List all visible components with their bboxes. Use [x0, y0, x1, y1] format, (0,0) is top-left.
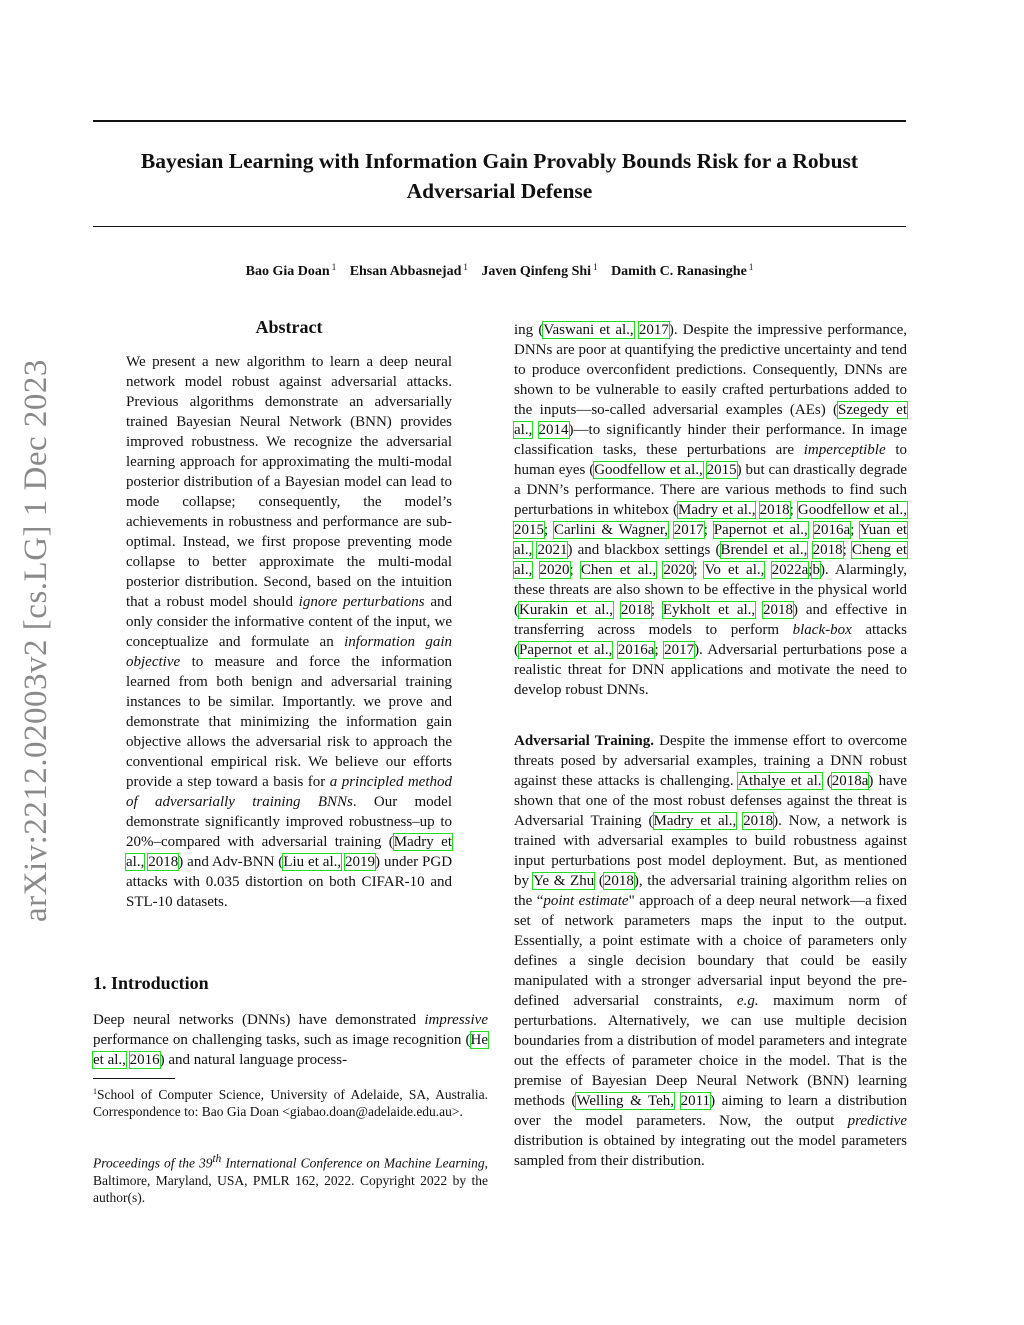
- citation-link[interactable]: Chen et al.,: [580, 562, 657, 578]
- abstract-text: ) under PGD attacks with 0.035 distortion on both CIFAR-10 and STL-10 datasets.: [126, 854, 453, 910]
- body-emphasis: e.g.: [736, 993, 759, 1009]
- citation-link[interactable]: Cheng et al.,: [514, 542, 908, 578]
- author: [611, 264, 753, 279]
- abstract-text: We present a new algorithm to learn a deep neural network model robust against adversarial attacks. Previous algorithms demonstrate an adversarially trained Bayesian Neural Network (BNN) provides improved robustness. We recognize the adversarial learning approach for approximating the multi-modal posterior distribution of a Bayesian model can lead to mode collapse; consequently, the model’s achievements in robustness and performance are sub-optimal. Instead, we first propose preventing mode collapse to better approximate the multi-modal posterior distribution. Second, based on the intuition that a robust model should: [126, 354, 452, 610]
- citation-year-link[interactable]: 2018: [763, 602, 794, 618]
- citation-link[interactable]: Yuan et al.,: [514, 522, 908, 558]
- abstract-body: [126, 352, 452, 912]
- body-text: ) aiming to learn a distribution over the model parameters. Now, the output: [514, 1093, 907, 1129]
- paper-title: [93, 146, 906, 206]
- citation-link[interactable]: Madry et al.,: [678, 502, 756, 518]
- proceedings-venue: Proceedings of the 39: [93, 1155, 213, 1171]
- proceedings-note: [93, 1151, 488, 1206]
- author: [350, 264, 468, 279]
- abstract-emphasis: ignore perturbations: [298, 594, 425, 610]
- body-emphasis: impressive: [424, 1012, 488, 1028]
- citation-link[interactable]: Vo et al.,: [704, 562, 765, 578]
- citation-year-link[interactable]: 2015: [706, 462, 737, 478]
- author-affiliation: 1: [748, 262, 754, 272]
- citation-year-link[interactable]: 2017: [664, 642, 695, 658]
- abstract-text: and only consider the informative content of the input, we conceptualize and formulate an: [126, 594, 452, 650]
- author-name: Ehsan Abbasnejad: [349, 264, 462, 279]
- body-text: to human eyes (: [514, 442, 907, 478]
- body-text: ing (: [514, 322, 544, 338]
- footnote-text: School of Computer Science, University of Adelaide, SA, Australia. Correspondence to: Bao Gia Doan <giabao.doan@adelaide.edu.au>.: [93, 1087, 488, 1119]
- author-name: Bao Gia Doan: [245, 264, 330, 279]
- citation-link[interactable]: He et al.,: [93, 1032, 488, 1068]
- title-line-2: Adversarial Defense: [406, 179, 593, 203]
- citation-link[interactable]: Carlini & Wagner,: [553, 522, 668, 538]
- citation-link[interactable]: Madry et al.,: [653, 813, 737, 829]
- body-text: performance on challenging tasks, such as image recognition (: [93, 1032, 471, 1048]
- body-text: ) and blackbox settings (: [567, 542, 721, 558]
- citation-link[interactable]: Goodfellow et al.,: [594, 462, 703, 478]
- abstract-text: to measure and force the information learned from both benign and adversarial training instances to be similar. Importantly. we prove and demonstrate that minimizing the information gain objective allows the adversarial risk to approach the conventional empirical risk. We believe our efforts provide a step toward a basis for: [126, 654, 452, 790]
- citation-year-link[interactable]: 2018: [620, 602, 651, 618]
- body-text: Despite the immense effort to overcome threats posed by adversarial examples, training a DNN robust against these attacks is challenging.: [514, 733, 907, 789]
- citation-link[interactable]: Brendel et al.,: [720, 542, 808, 558]
- citation-link[interactable]: Welling & Teh,: [576, 1093, 675, 1109]
- citation-year-link[interactable]: 2020: [539, 562, 570, 578]
- abstract-emphasis: information gain objective: [126, 634, 452, 670]
- citation-year-link[interactable]: 2021: [537, 542, 568, 558]
- citation-year-link[interactable]: 2018: [148, 854, 179, 870]
- citation-year-link[interactable]: 2016a: [617, 642, 655, 658]
- body-text: " approach of a deep neural network—a fixed set of network parameters maps the input to the output. Essentially, a point estimate with a choice of parameters only defines a single decision boundary that could be easily manipulated with a stronger adversarial input beyond the pre-defined adversarial constraints,: [514, 893, 907, 1009]
- affiliation-footnote: [93, 1083, 488, 1120]
- citation-year-link[interactable]: 2018: [743, 813, 774, 829]
- paragraph-heading: Adversarial Training.: [514, 733, 655, 749]
- abstract-text: ) and Adv-BNN (: [178, 854, 284, 870]
- author-name: Damith C. Ranasinghe: [611, 264, 747, 279]
- author-affiliation: 1: [593, 262, 598, 272]
- introduction-paragraph: [93, 1010, 488, 1070]
- citation-link[interactable]: Liu et al.,: [283, 854, 342, 870]
- citation-year-link[interactable]: 2018: [812, 542, 843, 558]
- body-text: ). Now, a network is trained with adversarial examples to build robustness against input perturbations post model deployment. But, as mentioned by: [514, 813, 907, 889]
- citation-link[interactable]: Papernot et al.,: [713, 522, 808, 538]
- citation-year-link[interactable]: 2016a: [813, 522, 851, 538]
- section-heading-introduction: 1. Introduction: [93, 973, 209, 993]
- body-text: ). Despite the impressive performance, DNNs are poor at quantifying the predictive uncertainty and tend to produce overconfident predictions. Consequently, DNNs are shown to be vulnerable to easily crafted perturbations added to the inputs—so-called adversarial examples (AEs) (: [514, 322, 907, 418]
- citation-link[interactable]: Ye & Zhu: [533, 873, 595, 889]
- citation-link[interactable]: Athalye et al.: [738, 773, 822, 789]
- author-affiliation: 1: [463, 262, 468, 272]
- citation-year-link[interactable]: b: [812, 562, 820, 578]
- body-text: ). Alarmingly, these threats are also shown to be effective in the physical world (: [514, 562, 907, 618]
- citation-year-link[interactable]: 2014: [538, 422, 569, 438]
- citation-link[interactable]: Vaswani et al.,: [543, 322, 634, 338]
- proceedings-text: , Baltimore, Maryland, USA, PMLR 162, 2022. Copyright 2022 by the author(s).: [93, 1155, 488, 1205]
- body-emphasis: predictive: [847, 1113, 907, 1129]
- body-text: ) but can drastically degrade a DNN’s performance. There are various methods to find such perturbations in whitebox (: [514, 462, 908, 518]
- body-text: attacks (: [514, 622, 907, 658]
- title-bottom-rule: [93, 226, 906, 227]
- citation-link[interactable]: Madry et al.,: [126, 834, 452, 870]
- body-text: maximum norm of perturbations. Alternatively, we can use multiple decision boundaries from a distribution of model parameters and integrate out the effects of parameter choice in the model. That is the premise of Bayesian Deep Neural Network (BNN) learning methods (: [514, 993, 907, 1109]
- body-text: have shown that one of the most robust defenses against the threat is Adversarial Training (: [514, 773, 907, 829]
- citation-year-link[interactable]: 2019: [345, 854, 376, 870]
- citation-year-link[interactable]: 2011: [680, 1093, 711, 1109]
- body-text: distribution is obtained by integrating out the model parameters sampled from their distribution.: [514, 1133, 907, 1169]
- introduction-paragraph-continued: ing (Vaswani et al., 2017). Despite the impressive performance, DNNs are poor at quantifying the predictive uncertainty and tend to produce overconfident predictions. Consequently, DNNs are shown to be vulnerable to easily crafted perturbations added to the inputs—so-called adversarial examples (AEs) (Szegedy et al., 2014)—to significantly hinder their performance. In image classification tasks, these perturbations are imperceptible to human eyes (Goodfellow et al., 2015) but can drastically degrade a DNN’s performance. There are various methods to find such perturbations in whitebox (Madry et al., 2018; Goodfellow et al., 2015; Carlini & Wagner, 2017; Papernot et al., 2016a; Yuan et al., 2021) and blackbox settings (Brendel et al., 2018; Cheng et al., 2020; Chen et al., 2020; Vo et al., 2022a;b). Alarmingly, these threats are also shown to be effective in the physical world (Kurakin et al., 2018; Eykholt et al., 2018) and effective in transferring across models to perform black-box attacks (Papernot et al., 2016a; 2017). Adversarial perturbations pose a realistic threat for DNN applications and motivate the need to develop robust DNNs.: [514, 322, 908, 698]
- author: [246, 264, 337, 279]
- proceedings-venue: International Conference on Machine Learning: [221, 1155, 485, 1171]
- body-emphasis: black-box: [792, 622, 852, 638]
- body-text: ). Adversarial perturbations pose a realistic threat for DNN applications and motivate the need to develop robust DNNs.: [514, 642, 907, 698]
- body-text: )—to significantly hinder their performance. In image classification tasks, these perturbations are: [514, 422, 907, 458]
- footnote-rule: [93, 1078, 175, 1079]
- citation-year-link[interactable]: 2015: [514, 522, 544, 538]
- body-text: ), the adversarial training algorithm relies on the “: [514, 873, 908, 909]
- abstract-text: . Our model demonstrate significantly improved robustness–up to 20%–compared with adversarial training (: [126, 794, 452, 850]
- abstract-heading: Abstract: [255, 317, 323, 337]
- citation-year-link[interactable]: 2022a: [771, 562, 809, 578]
- citation-link[interactable]: Eykholt et al.,: [662, 602, 756, 618]
- citation-link[interactable]: Kurakin et al.,: [519, 602, 613, 618]
- citation-link[interactable]: Papernot et al.,: [519, 642, 613, 658]
- body-text: ) and effective in transferring across models to perform: [514, 602, 908, 638]
- author-affiliation: 1: [331, 262, 337, 272]
- body-text: Deep neural networks (DNNs) have demonstrated: [93, 1012, 425, 1028]
- citation-link[interactable]: Goodfellow et al.,: [797, 502, 907, 518]
- citation-year-link[interactable]: 2016: [129, 1052, 160, 1068]
- citation-year-link[interactable]: 2018: [603, 873, 634, 889]
- footnote-mark: 1: [93, 1087, 97, 1096]
- body-emphasis: imperceptible: [803, 442, 886, 458]
- abstract-emphasis: a principled method of adversarially training BNNs: [126, 774, 452, 810]
- citation-year-link[interactable]: 2018a: [831, 773, 869, 789]
- author-list: [93, 262, 906, 280]
- citation-year-link[interactable]: 2020: [663, 562, 694, 578]
- author-name: Javen Qinfeng Shi: [481, 264, 592, 279]
- adversarial-training-paragraph: Adversarial Training. Despite the immense effort to overcome threats posed by adversarial examples, training a DNN robust against these attacks is challenging. Athalye et al. (2018a) have shown that one of the most robust defenses against the threat is Adversarial Training (Madry et al., 2018). Now, a network is trained with adversarial examples to build robustness against input perturbations post model deployment. But, as mentioned by Ye & Zhu (2018), the adversarial training algorithm relies on the “point estimate" approach of a deep neural network—a fixed set of network parameters maps the input to the output. Essentially, a point estimate with a choice of parameters only defines a single decision boundary that could be easily manipulated with a stronger adversarial input beyond the pre-defined adversarial constraints, e.g. maximum norm of perturbations. Alternatively, we can use multiple decision boundaries from a distribution of model parameters and integrate out the effects of parameter choice in the model. That is the premise of Bayesian Deep Neural Network (BNN) learning methods (Welling & Teh, 2011) aiming to learn a distribution over the model parameters. Now, the output predictive distribution is obtained by integrating out the model parameters sampled from their distribution.: [514, 733, 908, 1169]
- body-emphasis: point estimate: [543, 893, 629, 909]
- arxiv-identifier-stamp: arXiv:2212.02003v2 [cs.LG] 1 Dec 2023: [18, 359, 54, 922]
- citation-link[interactable]: Szegedy et al.,: [514, 402, 907, 438]
- citation-year-link[interactable]: 2017: [638, 322, 669, 338]
- title-top-rule: [93, 120, 906, 122]
- author: [481, 264, 597, 279]
- proceedings-ordinal: th: [212, 1153, 222, 1165]
- citation-year-link[interactable]: 2017: [673, 522, 704, 538]
- body-text: ) and natural language process-: [159, 1052, 348, 1068]
- title-line-1: Bayesian Learning with Information Gain Provably Bounds Risk for a Robust: [140, 149, 859, 173]
- citation-year-link[interactable]: 2018: [759, 502, 790, 518]
